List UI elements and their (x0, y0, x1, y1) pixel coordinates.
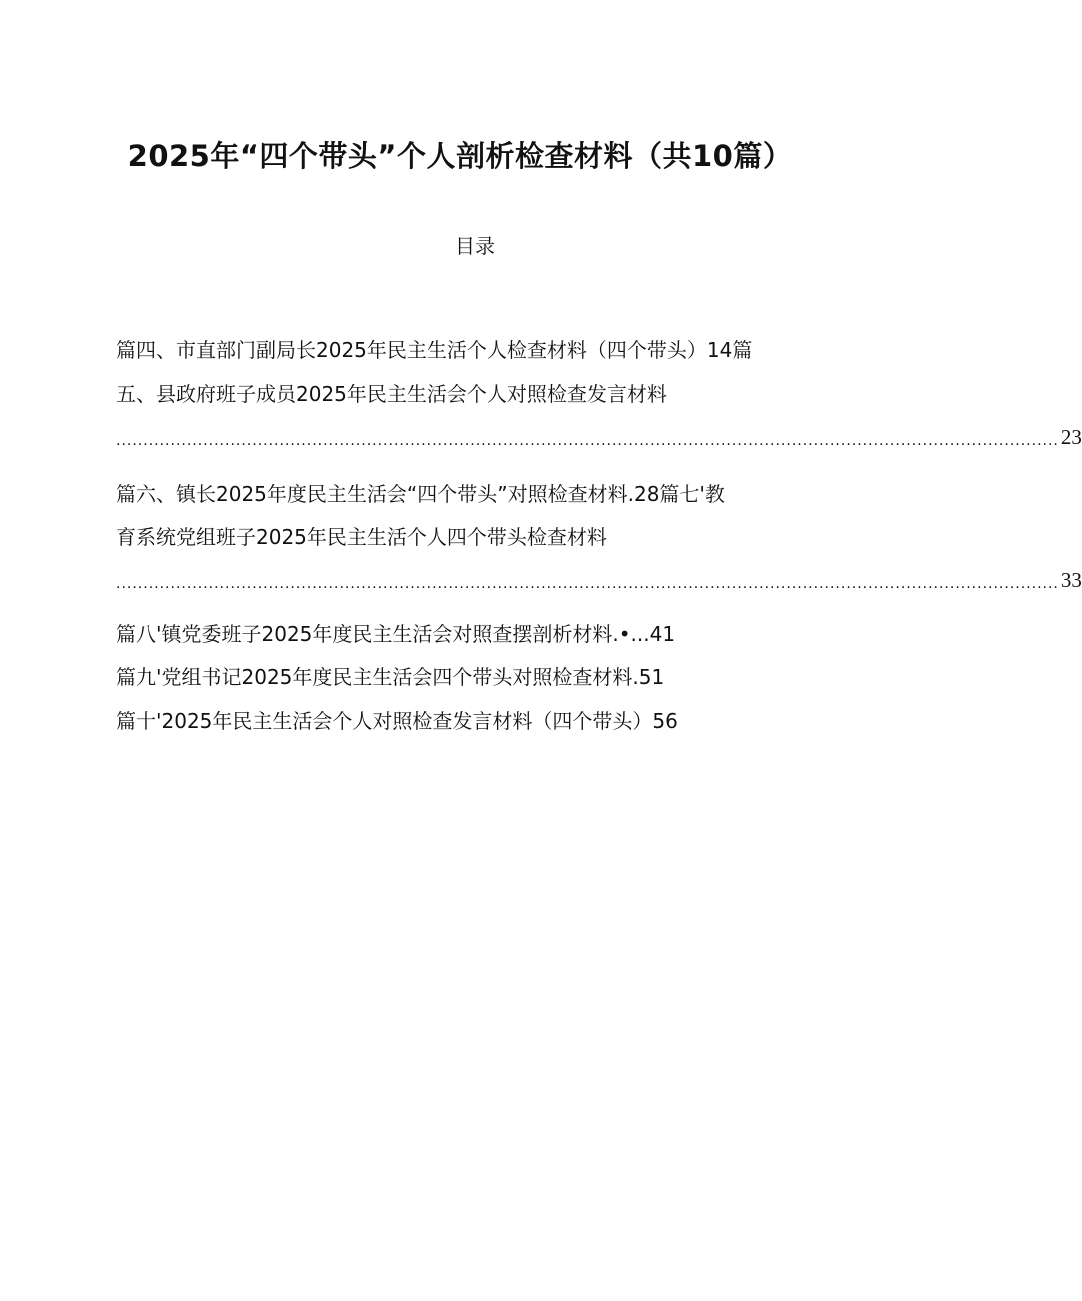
toc-line: 篇八'镇党委班子2025年度民主生活会对照查摆剖析材料.•...41 (116, 622, 676, 646)
toc-dot-leader (116, 566, 1082, 594)
toc-line: 篇九'党组书记2025年度民主生活会四个带头对照检查材料.51 (116, 665, 665, 689)
toc-dot-leader (116, 423, 1082, 451)
dot-leader-fill: ............................................................................................................................................................................. (116, 576, 1059, 592)
toc-line: 篇十'2025年民主生活会个人对照检查发言材料（四个带头）56 (116, 709, 678, 733)
toc-line: 五、县政府班子成员2025年民主生活会个人对照检查发言材料 (116, 382, 667, 406)
toc-heading: 目录 (455, 234, 495, 258)
dot-leader-fill: ............................................................................................................................................................................. (116, 433, 1059, 449)
toc-line: 篇六、镇长2025年度民主生活会“四个带头”对照检查材料.28篇七'教 (116, 482, 725, 506)
toc-page-number: 23 (1060, 425, 1082, 449)
document-title: 2025年“四个带头”个人剖析检查材料（共10篇） (127, 139, 793, 173)
toc-line: 篇四、市直部门副局长2025年民主生活个人检查材料（四个带头）14篇 (116, 338, 753, 362)
toc-page-number: 33 (1060, 568, 1082, 592)
toc-line: 育系统党组班子2025年民主生活个人四个带头检查材料 (116, 525, 607, 549)
